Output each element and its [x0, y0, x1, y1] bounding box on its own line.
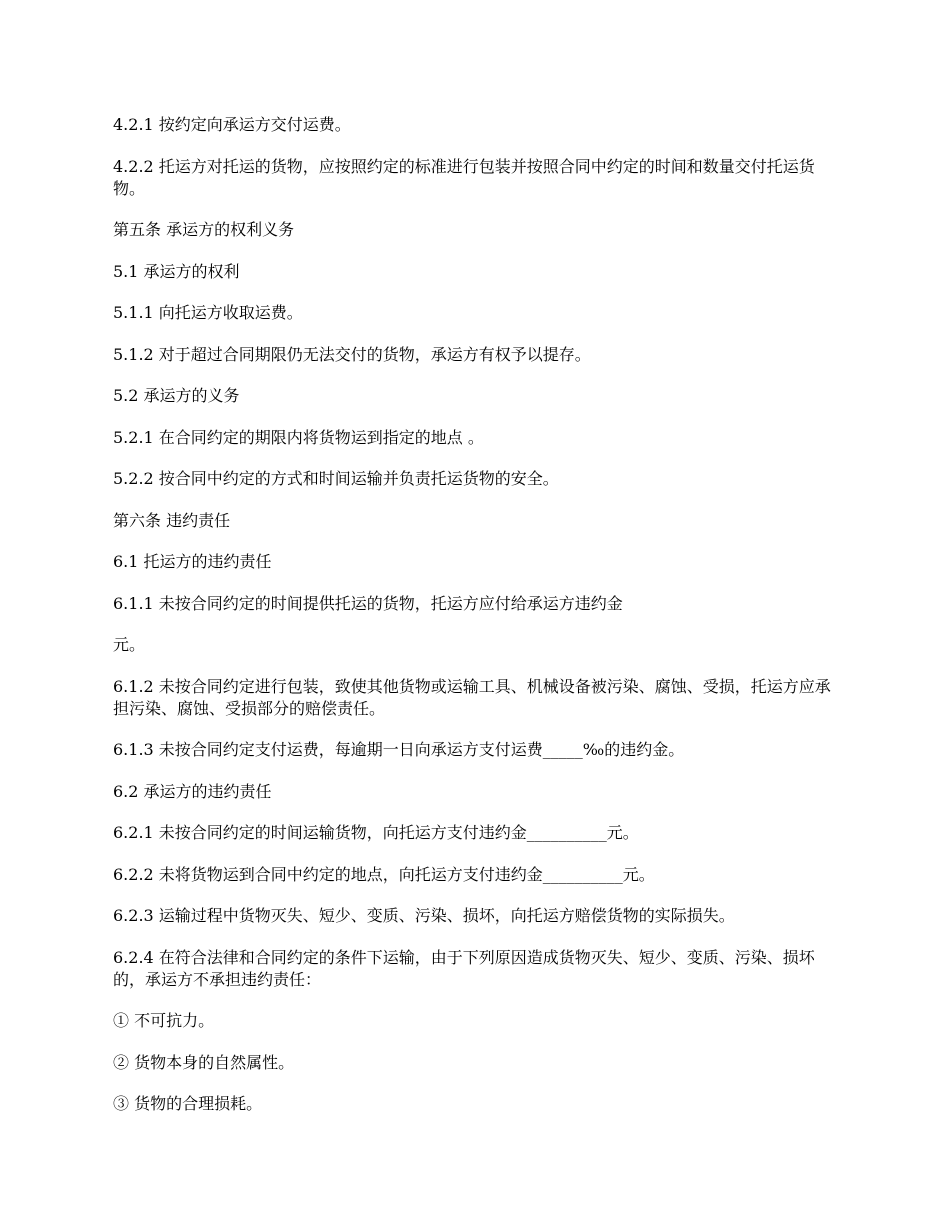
document-body — [113, 114, 838, 1135]
list-item-3: ③ 货物的合理损耗。 — [113, 1094, 263, 1113]
heading-5-2: 5.2 承运方的义务 — [113, 386, 240, 405]
list-item-1: ① 不可抗力。 — [113, 1011, 215, 1030]
paragraph-6-1-3: 6.1.3 未按合同约定支付运费，每逾期一日向承运方支付运费_____‰的违约金。 — [113, 740, 685, 759]
heading-6-1: 6.1 托运方的违约责任 — [113, 552, 272, 571]
paragraph-6-1-1: 6.1.1 未按合同约定的时间提供托运的货物，托运方应付给承运方违约金 — [113, 593, 623, 613]
heading-6-2: 6.2 承运方的违约责任 — [113, 781, 272, 801]
paragraph-6-1-2: 6.1.2 未按合同约定进行包装，致使其他货物或运输工具、机械设备被污染、腐蚀、受损，托运方应承担污染、腐蚀、受损部分的赔偿责任。 — [113, 676, 831, 718]
paragraph-6-2-2: 6.2.2 未将货物运到合同中约定的地点，向托运方支付违约金__________元。 — [113, 864, 655, 884]
paragraph-6-1-1-continued: 元。 — [113, 635, 146, 654]
paragraph-5-2-1: 5.2.1 在合同约定的期限内将货物运到指定的地点 。 — [113, 427, 484, 447]
paragraph-6-2-1: 6.2.1 未按合同约定的时间运输货物，向托运方支付违约金__________元。 — [113, 823, 639, 842]
paragraph-5-1-1: 5.1.1 向托运方收取运费。 — [113, 303, 303, 322]
paragraph-6-2-4: 6.2.4 在符合法律和合同约定的条件下运输，由于下列原因造成货物灭失、短少、变质、污染、损坏的，承运方不承担违约责任： — [113, 947, 815, 989]
heading-article-6: 第六条 违约责任 — [113, 510, 231, 530]
list-item-2: ② 货物本身的自然属性。 — [113, 1052, 295, 1072]
heading-5-1: 5.1 承运方的权利 — [113, 261, 240, 281]
paragraph-5-1-2: 5.1.2 对于超过合同期限仍无法交付的货物，承运方有权予以提存。 — [113, 344, 591, 364]
paragraph-5-2-2: 5.2.2 按合同中约定的方式和时间运输并负责托运货物的安全。 — [113, 469, 559, 488]
heading-article-5: 第五条 承运方的权利义务 — [113, 220, 295, 239]
paragraph-4-2-1: 4.2.1 按约定向承运方交付运费。 — [113, 115, 351, 134]
paragraph-4-2-2: 4.2.2 托运方对托运的货物，应按照约定的标准进行包装并按照合同中约定的时间和数量交付托运货物。 — [113, 156, 815, 198]
paragraph-6-2-3: 6.2.3 运输过程中货物灭失、短少、变质、污染、损坏，向托运方赔偿货物的实际损失。 — [113, 906, 735, 925]
